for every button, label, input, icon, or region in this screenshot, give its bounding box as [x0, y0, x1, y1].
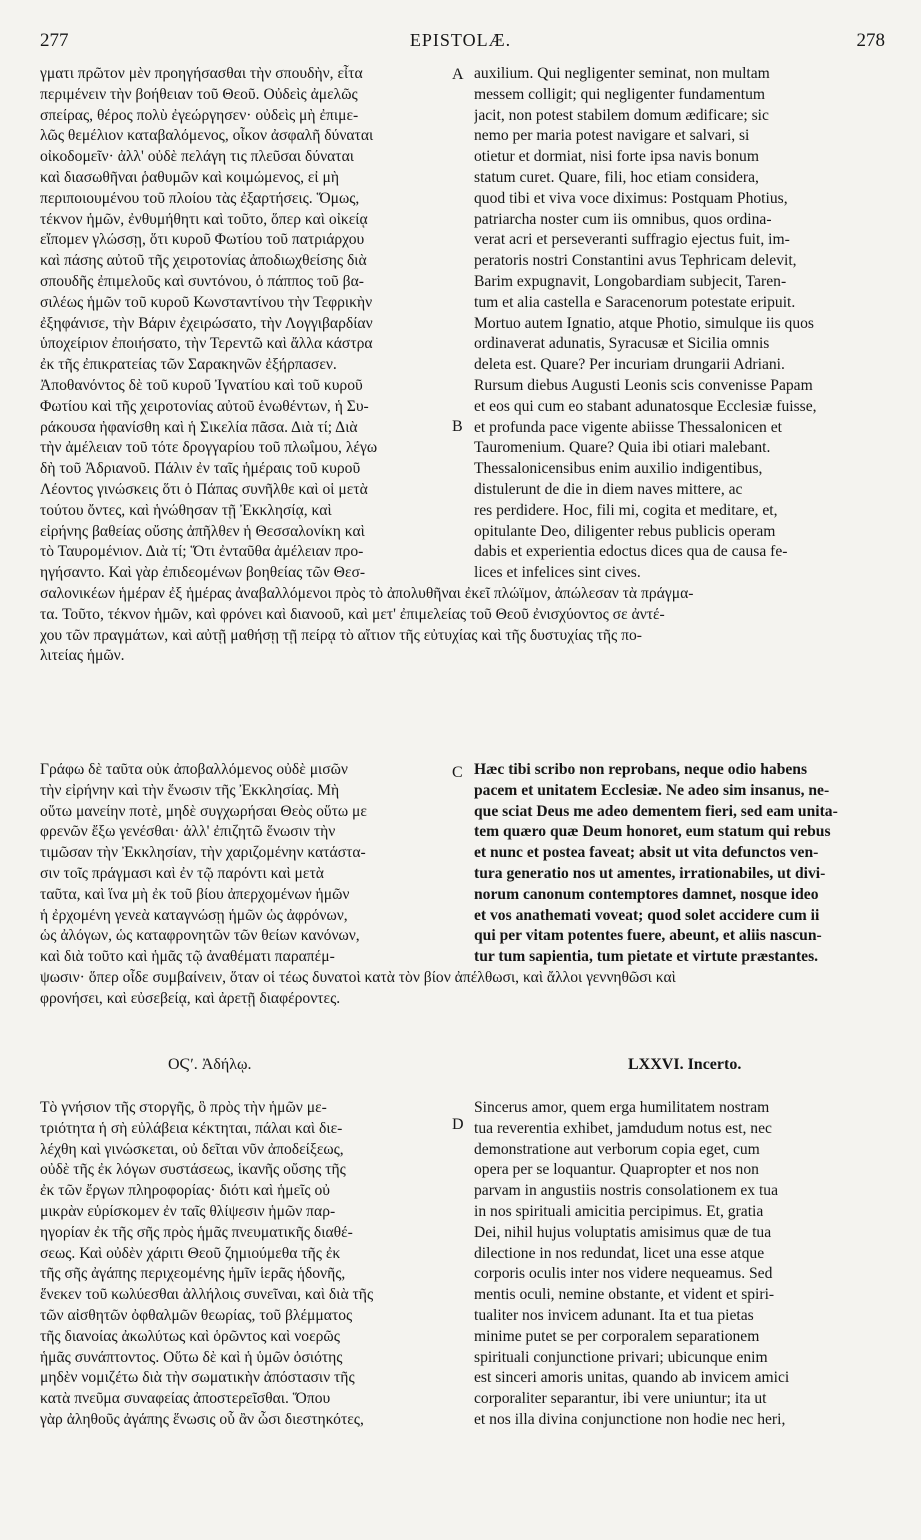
text-line: σπείρας, θέρος πολὺ ἐγεώργησεν· οὐδεὶς μὴ ἐπιμε-: [40, 106, 359, 124]
text-line: τὴν ἀμέλειαν τοῦ τότε δρογγαρίου τοῦ πλωΐμου, λέγω: [40, 439, 378, 457]
text-line: περιποιουμένου τοῦ πλοίου τὰς ἐξαρτήσεις. Ὅμως,: [40, 189, 360, 207]
text-line: σαλονικέων ἡμέραν ἐξ ἡμέρας ἀναβαλλόμενοι πρὸς τὸ ἀπολυθῆναι ἐκεῖ πλώϊμον, ἀπώλεσαν τὰ πράγμα-: [40, 585, 694, 602]
text-line: Rursum diebus Augusti Leonis scis convenisse Papam: [474, 376, 813, 394]
text-line: est sinceri amoris unitas, quando ab invicem amici: [474, 1369, 790, 1387]
text-line: tua reverentia exhibet, jamdudum notus est, nec: [474, 1119, 772, 1137]
text-line: ηγορίαν ἐκ τῆς σῆς πρὸς ἡμᾶς πνευματικῆς διαθέ-: [40, 1223, 353, 1241]
text-line: οὐδὲ τῆς ἐκ λόγων συστάσεως, ἱκανῆς οὔσης τῆς: [40, 1161, 346, 1179]
full-width-greek-section-2: [40, 968, 890, 1010]
text-line: τὸ Ταυρομένιον. Διὰ τί; Ὅτι ἐνταῦθα ἀμέλειαν προ-: [40, 543, 364, 561]
text-line: εἰρήνης βαθείας οὔσης ἀπῆλθεν ἡ Θεσσαλονίκη καὶ: [40, 522, 365, 540]
text-line: demonstratione aut verborum copia eget, cum: [474, 1140, 760, 1158]
text-line: ταῦτα, καὶ ἵνα μὴ ἐκ τοῦ βίου ἀπερχομένων ἡμῶν: [40, 885, 350, 903]
text-line: γματι πρῶτον μὲν προηγήσασθαι τὴν σπουδὴν, εἶτα: [40, 65, 363, 82]
text-line: ordinaverat adunatis, Syracusæ et Sicilia omnis: [474, 335, 770, 353]
text-line: ἐκ τῶν ἔργων πληροφορίας· διότι καὶ ἡμεῖς οὐ: [40, 1182, 330, 1200]
text-line: messem colligit; qui negligenter fundamentum: [474, 85, 766, 103]
text-line: lices et infelices sint cives.: [474, 564, 641, 582]
text-line: τούτου ὄντες, καὶ ἡνώθησαν τῇ Ἐκκλησίᾳ, καὶ: [40, 501, 332, 519]
text-line: Thessalonicensibus enim auxilio indigentibus,: [474, 460, 763, 478]
text-line: peratoris nostri Constantini avus Tephricam delevit,: [474, 252, 797, 270]
text-line: ὑποχείριον ἐποιήσατο, τὴν Τερεντῶ καὶ ἄλλα κάστρα: [40, 335, 373, 353]
text-line: in nos spirituali amicitia percipimus. Et, gratia: [474, 1202, 764, 1220]
text-line: et vos anathemati voveat; quod solet accidere cum ii: [474, 906, 820, 924]
text-line: περιμένειν τὴν βοήθειαν τοῦ Θεοῦ. Οὐδεὶς ἀμελῶς: [40, 85, 358, 103]
text-line: et nunc et postea faveat; absit ut vita defunctos ven-: [474, 844, 819, 862]
running-title: EPISTOLÆ.: [409, 30, 512, 50]
text-line: spirituali conjunctione privari; ubicunque enim: [474, 1348, 768, 1366]
text-line: λέχθη καὶ γινώσκεται, οὐ δεῖται νῦν ἀποδείξεως,: [40, 1140, 344, 1158]
text-line: μικρὰν εὑρίσκομεν ἐν ταῖς θλίψεσιν ἡμῶν παρ-: [40, 1202, 336, 1220]
text-line: opitulante Deo, diligenter rebus publicis operam: [474, 522, 776, 540]
text-line: τῆς διανοίας ἀκωλύτως καὶ ὁρῶντος καὶ νοερῶς: [40, 1327, 340, 1345]
text-line: ἡμᾶς συνάπτοντος. Οὕτω δὲ καὶ ἡ ὑμῶν ὁσιότης: [40, 1348, 343, 1366]
latin-column-section-1: [474, 64, 888, 584]
text-line: tum et alia castella e Saracenorum potestate eripuit.: [474, 293, 796, 311]
text-line: ἕνεκεν τοῦ κωλύεσθαι ἀλλήλοις συνεῖναι, καὶ διὰ τῆς: [40, 1286, 374, 1304]
text-line: Hæc tibi scribo non reprobans, neque odio habens: [474, 761, 808, 778]
greek-column-section-1: [40, 64, 458, 584]
text-line: quod tibi et viva voce diximus: Postquam Photius,: [474, 189, 788, 207]
text-line: tualiter nos invicem adunant. Ita et tua pietas: [474, 1306, 754, 1324]
left-page-number: 277: [40, 30, 69, 51]
text-line: Φωτίου καὶ τῆς χειροτονίας αὐτοῦ ἑνωθέντων, ἡ Συ-: [40, 397, 369, 415]
right-page-number: 278: [856, 30, 885, 51]
text-line: statum curet. Quare, fili, hoc etiam considera,: [474, 168, 759, 186]
text-line: τῶν αἰσθητῶν ὀφθαλμῶν θεωρίας, τοῦ βλέμματος: [40, 1306, 353, 1324]
text-line: parvam in angustiis nostris consolationem ex tua: [474, 1182, 779, 1200]
text-line: dabis et experientia edoctus dices qua de causa fe-: [474, 543, 788, 561]
text-line: Ἀποθανόντος δὲ τοῦ κυροῦ Ἰγνατίου καὶ τοῦ κυροῦ: [40, 376, 363, 394]
text-line: et profunda pace vigente abiisse Thessalonicen et: [474, 418, 783, 436]
text-line: jacit, non potest stabilem domum ædificare; sic: [474, 106, 769, 124]
text-line: corporis oculis inter nos videre nequeamus. Sed: [474, 1265, 773, 1283]
text-line: σιλέως ἡμῶν τοῦ κυροῦ Κωνσταντίνου τὴν Τεφρικὴν: [40, 293, 373, 311]
margin-marker-d: D: [452, 1116, 464, 1133]
text-line: Barim expugnavit, Longobardiam subjecit, Taren-: [474, 272, 787, 290]
text-line: κατὰ πνεῦμα συναφείας ἀποστερεῖσθαι. Ὅπου: [40, 1390, 331, 1408]
text-line: ἡ ἐρχομένη γενεὰ καταγνώσῃ ἡμῶν ὡς ἀφρόνων,: [40, 906, 348, 924]
latin-column-section-2: [474, 760, 888, 968]
full-width-greek-section-1: [40, 584, 890, 667]
margin-marker-c: C: [452, 764, 463, 781]
margin-marker-b: B: [452, 418, 463, 435]
text-line: φρενῶν ἔξω γενέσθαι· ἀλλ' ἐπιζητῶ ἕνωσιν τὴν: [40, 823, 336, 841]
text-line: δὴ τοῦ Ἀδριανοῦ. Πάλιν ἐν ταῖς ἡμέραις τοῦ κυροῦ: [40, 460, 361, 478]
text-line: σιν τοῖς πράγμασι καὶ ἐν τῷ παρόντι καὶ μετὰ: [40, 864, 324, 882]
text-line: deleta est. Quare? Per incuriam drungarii Adriani.: [474, 356, 785, 374]
text-line: λιτείας ἡμῶν.: [40, 647, 125, 665]
text-line: ηγήσαντο. Καὶ γὰρ ἐπιδεομένων βοηθείας τῶν Θεσ-: [40, 564, 366, 582]
text-line: τριότητα ἡ σὴ εὐλάβεια κέκτηται, πάλαι καὶ διε-: [40, 1119, 343, 1137]
text-line: εἴπομεν γλώσσῃ, ὅτι κυροῦ Φωτίου τοῦ πατριάρχου: [40, 231, 365, 249]
text-line: patriarcha noster cum iis omnibus, quos ordina-: [474, 210, 772, 228]
text-line: καὶ διὰ τοῦτο καὶ ἡμᾶς τῷ ἀναθέματι παραπέμ-: [40, 948, 335, 966]
text-line: τα. Τοῦτο, τέκνον ἡμῶν, καὶ φρόνει καὶ διανοοῦ, καὶ μετ' ἐπιμελείας τοῦ Θεοῦ ἐνισχύοντος σε ἀντέ-: [40, 605, 665, 623]
text-line: et nos illa divina conjunctione non hodie nec heri,: [474, 1410, 786, 1428]
text-line: que sciat Deus me adeo dementem fieri, sed eam unita-: [474, 802, 838, 820]
text-line: auxilium. Qui negligenter seminat, non multam: [474, 65, 770, 82]
text-line: verat acri et perseveranti suffragio ejectus fuit, im-: [474, 231, 790, 249]
text-line: et eos qui cum eo stabant adunatosque Ecclesiæ fuisse,: [474, 397, 817, 415]
text-line: μηδὲν νομιζέτω διὰ τὴν σωματικὴν ἀπόστασιν τῆς: [40, 1369, 355, 1387]
text-line: τὴν εἰρήνην καὶ τὴν ἕνωσιν τῆς Ἐκκλησίας. Μὴ: [40, 781, 340, 799]
text-line: ἐξηφάνισε, τὴν Βάριν ἐχειρώσατο, τὴν Λογγιβαρδίαν: [40, 314, 373, 332]
greek-column-section-2: [40, 760, 458, 968]
margin-marker-a: A: [452, 66, 464, 83]
text-line: tur tum sapientia, tum pietate et virtute præstantes.: [474, 948, 819, 966]
text-line: χου τῶν πραγμάτων, καὶ αὐτῇ μαθήσῃ τῇ πείρᾳ τὸ αἴτιον τῆς εὐτυχίας καὶ τῆς δυστυχίας τῆς πο-: [40, 626, 642, 644]
text-line: φρονήσει, καὶ εὐσεβείᾳ, καὶ ἀρετῇ διαφέροντες.: [40, 989, 341, 1007]
text-line: dilectione in nos redundat, licet una esse atque: [474, 1244, 765, 1262]
text-line: tura generatio nos ut amentes, irrationabiles, ut divi-: [474, 864, 826, 882]
text-line: res perdidere. Hoc, fili mi, cogita et meditare, et,: [474, 501, 778, 519]
text-line: λῶς θεμέλιον καταβαλόμενος, οἶκον ἀσφαλῆ δύναται: [40, 127, 374, 145]
text-line: otietur et dormiat, nisi forte ipsa navis bonum: [474, 148, 759, 166]
text-line: ψωσιν· ὅπερ οἶδε συμβαίνειν, ὅταν οἱ τέως δυνατοὶ κατὰ τὸν βίον ἀπέλθωσι, καὶ ἄλλοι γεννηθῶσι καὶ: [40, 969, 676, 986]
latin-letter-title: LXXVI. Incerto.: [628, 1056, 742, 1073]
text-line: distulerunt de die in diem naves mittere, ac: [474, 480, 743, 498]
text-line: pacem et unitatem Ecclesiæ. Ne adeo sim insanus, ne-: [474, 781, 830, 799]
latin-column-section-3: [474, 1098, 888, 1431]
text-line: norum canonum contemptores damnet, nosque ideo: [474, 885, 819, 903]
text-line: καὶ διασωθῆναι ῥαθυμῶν καὶ κοιμώμενος, εἰ μὴ: [40, 168, 340, 186]
text-line: τιμῶσαν τὴν Ἐκκλησίαν, τὴν χαριζομένην κατάστα-: [40, 844, 366, 862]
text-line: σπουδῆς ἐπιμελοῦς καὶ συντόνου, ὁ πάππος τοῦ βα-: [40, 272, 364, 290]
text-line: Mortuo autem Ignatio, atque Photio, simulque iis quos: [474, 314, 815, 332]
text-line: Dei, nihil hujus voluptatis amisimus quæ de tua: [474, 1223, 772, 1241]
text-line: Sincerus amor, quem erga humilitatem nostram: [474, 1099, 770, 1116]
text-line: Tauromenium. Quare? Quia ibi otiari malebant.: [474, 439, 771, 457]
greek-letter-title: ΟϚʹ. Ἀδήλῳ.: [168, 1056, 252, 1073]
text-line: ὡς ἀλόγων, ὡς καταφρονητῶν τῶν θείων κανόνων,: [40, 927, 360, 945]
text-line: γὰρ ἀληθοῦς ἀγάπης ἕνωσις οὗ ἂν ὦσι διεστηκότες,: [40, 1410, 364, 1428]
text-line: οὕτω μανείην ποτὲ, μηδὲ συγχωρήσαι Θεὸς οὕτω με: [40, 802, 367, 820]
text-line: mentis oculi, nemine obstante, et vident et spiri-: [474, 1286, 775, 1304]
text-line: tem quæro quæ Deum honoret, eum statum qui rebus: [474, 823, 831, 841]
text-line: τέκνον ἡμῶν, ἐνθυμήθητι καὶ τοῦτο, ὅπερ καὶ οἰκείᾳ: [40, 210, 368, 228]
text-line: καὶ πάσης αὐτοῦ τῆς χειροτονίας ἀποδιωχθείσης διὰ: [40, 252, 367, 270]
text-line: σεως. Καὶ οὐδὲν χάριτι Θεοῦ ζημιούμεθα τῆς ἐκ: [40, 1244, 341, 1262]
text-line: qui per vitam potentes fuere, abeunt, et aliis nascun-: [474, 927, 822, 945]
text-line: τῆς σῆς ἀγάπης περιχεομένης ἡμῖν ἱερᾶς ἡδονῆς,: [40, 1265, 346, 1283]
text-line: Γράφω δὲ ταῦτα οὐκ ἀποβαλλόμενος οὐδὲ μισῶν: [40, 761, 348, 778]
text-line: Τὸ γνήσιον τῆς στοργῆς, ὃ πρὸς τὴν ἡμῶν με-: [40, 1099, 327, 1116]
greek-column-section-3: [40, 1098, 458, 1431]
text-line: opera per se loquantur. Quapropter et nos non: [474, 1161, 759, 1179]
text-line: οἰκοδομεῖν· ἀλλ' οὐδὲ πελάγη τις πλεῦσαι δύναται: [40, 148, 354, 166]
text-line: ράκουσα ἠφανίσθη καὶ ἡ Σικελία πᾶσα. Διὰ τί; Διὰ: [40, 418, 358, 436]
text-line: Λέοντος γινώσκεις ὅτι ὁ Πάπας συνῆλθε καὶ οἱ μετὰ: [40, 480, 368, 498]
text-line: nemo per maria potest navigare et salvari, si: [474, 127, 750, 145]
text-line: minime putet se per corporalem separationem: [474, 1327, 760, 1345]
text-line: ἐκ τῆς ἐπικρατείας τῶν Σαρακηνῶν ἐξήρπασεν.: [40, 356, 337, 374]
text-line: corporaliter separantur, ibi vere uniuntur; ita ut: [474, 1390, 767, 1408]
